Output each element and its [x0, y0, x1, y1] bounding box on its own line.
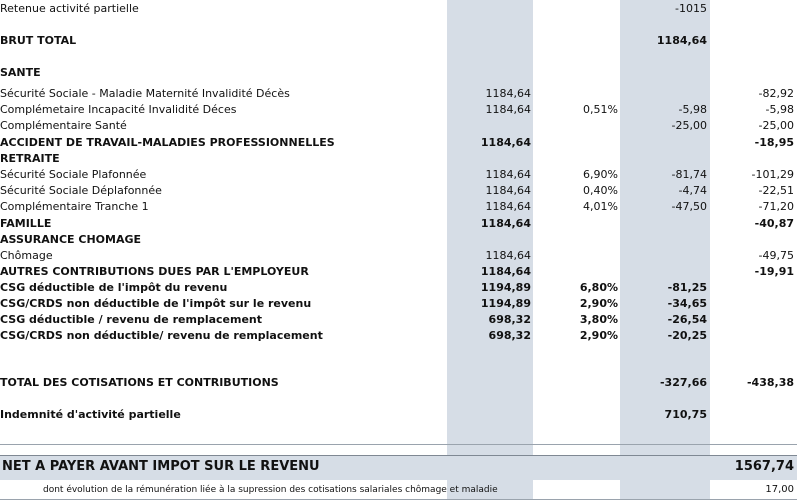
employee-amount: -4,74	[678, 184, 707, 197]
rate-value: 2,90%	[579, 297, 618, 310]
footnote-value: 17,00	[765, 484, 794, 495]
row-label: Complémentaire Santé	[0, 119, 127, 132]
base-value: 1194,89	[480, 297, 531, 310]
rate-value: 0,40%	[583, 184, 618, 197]
employer-amount: -101,29	[751, 168, 794, 181]
employer-amount: -71,20	[758, 200, 794, 213]
row-label: Retenue activité partielle	[0, 2, 139, 15]
table-row	[0, 118, 797, 134]
base-value: 1184,64	[485, 184, 531, 197]
row-label: Sécurité Sociale Déplafonnée	[0, 184, 162, 197]
base-value: 1184,64	[485, 87, 531, 100]
row-label: RETRAITE	[0, 152, 60, 165]
row-label: AUTRES CONTRIBUTIONS DUES PAR L'EMPLOYEUR	[0, 265, 309, 278]
employee-amount: -25,00	[671, 119, 707, 132]
table-row	[0, 135, 797, 151]
net-pay-bar	[0, 455, 797, 480]
base-value: 1184,64	[485, 103, 531, 116]
row-label: CSG déductible / revenu de remplacement	[0, 313, 263, 326]
table-row	[0, 280, 797, 296]
employee-amount: -1015	[675, 2, 707, 15]
table-row	[0, 264, 797, 280]
employer-amount: -5,98	[765, 103, 794, 116]
table-row	[0, 216, 797, 232]
row-label: Chômage	[0, 249, 53, 262]
row-label: Complémetaire Incapacité Invalidité Déces	[0, 103, 237, 116]
employer-amount: -19,91	[754, 265, 794, 278]
employee-amount: -34,65	[667, 297, 707, 310]
row-label: ACCIDENT DE TRAVAIL-MALADIES PROFESSIONNELLES	[0, 136, 335, 149]
table-row	[0, 33, 797, 49]
row-label: CSG/CRDS non déductible de l'impôt sur le revenu	[0, 297, 312, 310]
table-row	[0, 167, 797, 183]
table-row	[0, 328, 797, 344]
employee-amount: -5,98	[678, 103, 707, 116]
table-row	[0, 375, 797, 391]
employee-amount: -20,25	[667, 329, 707, 342]
employee-amount: -81,25	[667, 281, 707, 294]
net-pay-value: 1567,74	[734, 459, 794, 474]
employee-amount: 1184,64	[656, 34, 707, 47]
employer-amount: -438,38	[746, 376, 794, 389]
employer-amount: -18,95	[754, 136, 794, 149]
table-row	[0, 407, 797, 423]
base-value: 698,32	[488, 329, 531, 342]
footnote-row	[0, 482, 797, 498]
row-label: CSG/CRDS non déductible/ revenu de remplacement	[0, 329, 323, 342]
employer-amount: -82,92	[758, 87, 794, 100]
rate-value: 4,01%	[583, 200, 618, 213]
row-label: Indemnité d'activité partielle	[0, 408, 181, 421]
base-value: 1184,64	[480, 217, 531, 230]
table-row	[0, 248, 797, 264]
row-label: BRUT TOTAL	[0, 34, 77, 47]
base-value: 698,32	[488, 313, 531, 326]
table-row	[0, 102, 797, 118]
base-value: 1184,64	[485, 168, 531, 181]
rate-value: 2,90%	[579, 329, 618, 342]
employee-amount: -81,74	[671, 168, 707, 181]
table-row	[0, 232, 797, 248]
row-label: FAMILLE	[0, 217, 52, 230]
rate-value: 0,51%	[583, 103, 618, 116]
row-label: Sécurité Sociale - Maladie Maternité Invalidité Décès	[0, 87, 290, 100]
table-row	[0, 199, 797, 215]
table-row	[0, 312, 797, 328]
employee-amount: 710,75	[664, 408, 707, 421]
base-value: 1194,89	[480, 281, 531, 294]
table-row	[0, 86, 797, 102]
row-label: TOTAL DES COTISATIONS ET CONTRIBUTIONS	[0, 376, 279, 389]
row-label: Complémentaire Tranche 1	[0, 200, 149, 213]
divider-line	[0, 444, 797, 445]
table-row	[0, 183, 797, 199]
row-label: SANTE	[0, 66, 41, 79]
row-label: ASSURANCE CHOMAGE	[0, 233, 142, 246]
base-value: 1184,64	[485, 200, 531, 213]
base-value: 1184,64	[480, 265, 531, 278]
table-row	[0, 65, 797, 81]
base-value: 1184,64	[485, 249, 531, 262]
employee-amount: -327,66	[659, 376, 707, 389]
table-row	[0, 296, 797, 312]
net-pay-label: NET A PAYER AVANT IMPOT SUR LE REVENU	[2, 459, 320, 474]
rate-value: 6,80%	[579, 281, 618, 294]
employer-amount: -40,87	[754, 217, 794, 230]
rate-value: 6,90%	[583, 168, 618, 181]
base-value: 1184,64	[480, 136, 531, 149]
employee-amount: -26,54	[667, 313, 707, 326]
employee-amount: -47,50	[671, 200, 707, 213]
footnote-label: dont évolution de la rémunération liée à la supression des cotisations salariales chômage et maladie	[43, 485, 498, 495]
row-label: CSG déductible de l'impôt du revenu	[0, 281, 228, 294]
row-label: Sécurité Sociale Plafonnée	[0, 168, 147, 181]
table-row	[0, 151, 797, 167]
employer-amount: -25,00	[758, 119, 794, 132]
employer-amount: -49,75	[758, 249, 794, 262]
rate-value: 3,80%	[579, 313, 618, 326]
table-row	[0, 1, 797, 17]
employer-amount: -22,51	[758, 184, 794, 197]
